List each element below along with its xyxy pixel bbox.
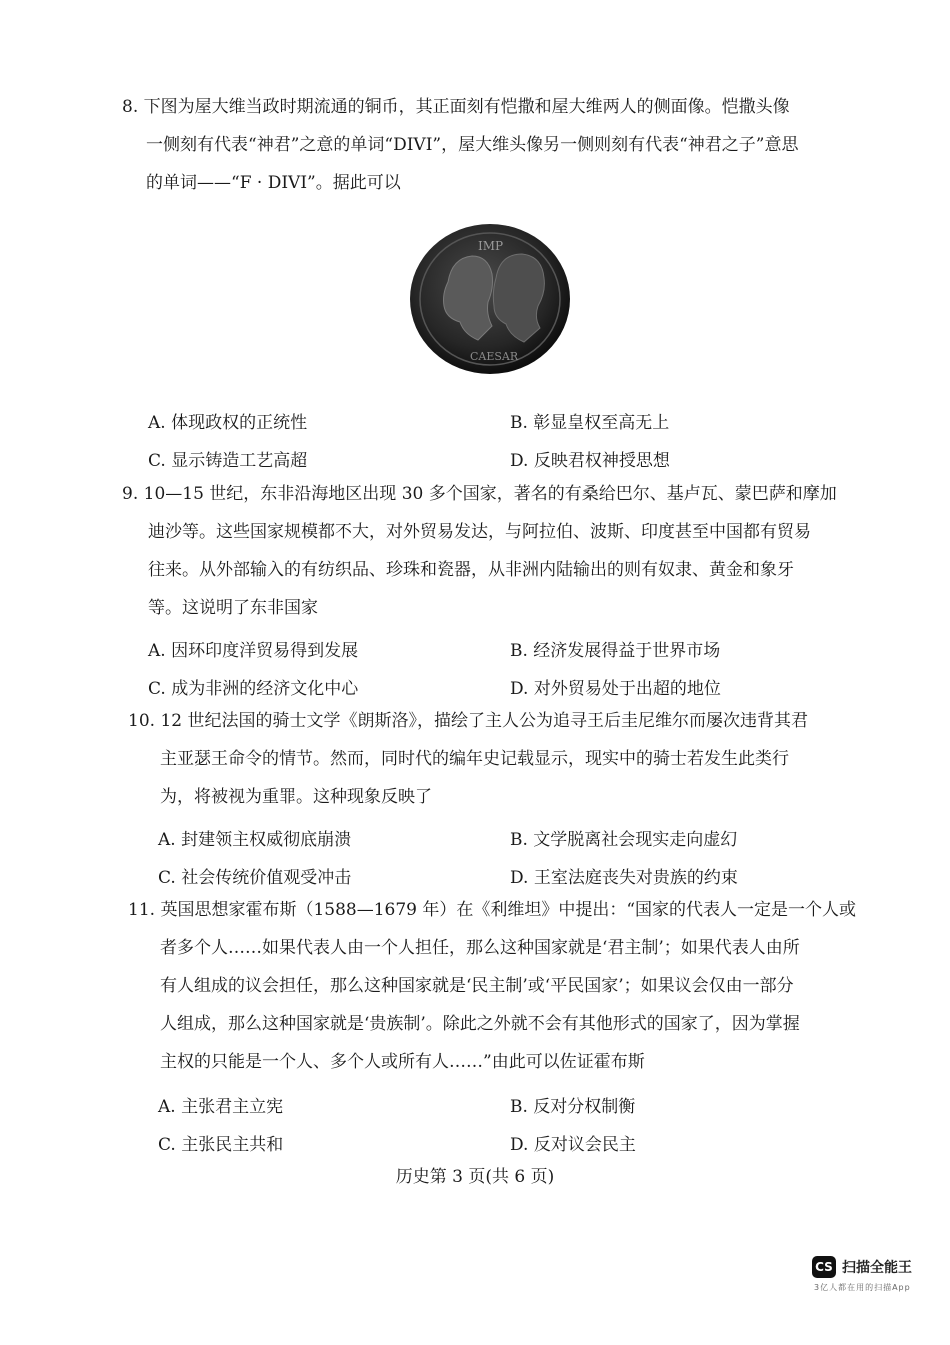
question-9-option-b[interactable]: B. 经济发展得益于世界市场 [510,641,721,661]
question-10-option-a[interactable]: A. 封建领主权威彻底崩溃 [158,830,352,850]
question-8-option-a[interactable]: A. 体现政权的正统性 [148,413,308,433]
question-10-line-2: 主亚瑟王命令的情节。然而，同时代的编年史记载显示，现实中的骑士若发生此类行 [160,749,789,769]
question-11-line-1: 11. 英国思想家霍布斯（1588—1679 年）在《利维坦》中提出：“国家的代表人一定是一个人或 [128,900,857,920]
coin-legend-bottom: CAESAR [470,350,519,363]
question-11-stem [128,891,856,1081]
scanner-app-badge [812,1256,932,1296]
question-8-option-b[interactable]: B. 彰显皇权至高无上 [510,413,670,433]
question-9-line-4: 等。这说明了东非国家 [148,598,318,618]
question-11-line-3: 有人组成的议会担任，那么这种国家就是‘民主制’或‘平民国家’；如果议会仅由一部分 [160,976,794,996]
question-11-option-d[interactable]: D. 反对议会民主 [510,1135,636,1155]
question-9-line-3: 往来。从外部输入的有纺织品、珍珠和瓷器，从非洲内陆输出的则有奴隶、黄金和象牙 [148,560,794,580]
question-9-option-a[interactable]: A. 因环印度洋贸易得到发展 [148,641,359,661]
camscanner-logo-icon: CS [812,1256,836,1278]
question-8-stem [122,88,798,202]
question-9-line-1: 9. 10—15 世纪，东非沿海地区出现 30 多个国家，著名的有桑给巴尔、基卢瓦、蒙巴萨和摩加 [122,484,837,504]
question-10-line-1: 10. 12 世纪法国的骑士文学《朗斯洛》，描绘了主人公为追寻王后圭尼维尔而屡次违背其君 [128,711,808,731]
roman-coin-image [408,222,572,376]
question-11-option-b[interactable]: B. 反对分权制衡 [510,1097,636,1117]
question-10-line-3: 为，将被视为重罪。这种现象反映了 [160,787,432,807]
question-9-option-d[interactable]: D. 对外贸易处于出超的地位 [510,679,721,699]
question-8-line-3: 的单词——“F · DIVI”。据此可以 [146,173,401,193]
question-10-option-c[interactable]: C. 社会传统价值观受冲击 [158,868,352,888]
coin-legend-top: IMP [478,239,504,253]
question-11-option-a[interactable]: A. 主张君主立宪 [158,1097,284,1117]
scanner-app-tagline: 3亿人都在用的扫描App [814,1283,911,1292]
question-10-option-d[interactable]: D. 王室法庭丧失对贵族的约束 [510,868,738,888]
question-11-line-5: 主权的只能是一个人、多个人或所有人……”由此可以佐证霍布斯 [160,1052,645,1072]
question-10-stem [128,702,808,816]
question-9-stem [122,475,837,627]
question-11-line-4: 人组成，那么这种国家就是‘贵族制’。除此之外就不会有其他形式的国家了，因为掌握 [160,1014,800,1034]
question-10-option-b[interactable]: B. 文学脱离社会现实走向虚幻 [510,830,738,850]
question-9-line-2: 迪沙等。这些国家规模都不大，对外贸易发达，与阿拉伯、波斯、印度甚至中国都有贸易 [148,522,811,542]
question-8-option-c[interactable]: C. 显示铸造工艺高超 [148,451,308,471]
question-8-option-d[interactable]: D. 反映君权神授思想 [510,451,670,471]
question-8-line-2: 一侧刻有代表“神君”之意的单词“DIVI”，屋大维头像另一侧则刻有代表“神君之子”意思 [146,135,799,155]
question-11-option-c[interactable]: C. 主张民主共和 [158,1135,284,1155]
scanner-app-name: 扫描全能王 [842,1260,912,1276]
question-9-option-c[interactable]: C. 成为非洲的经济文化中心 [148,679,359,699]
question-8-line-1: 8. 下图为屋大维当政时期流通的铜币，其正面刻有恺撒和屋大维两人的侧面像。恺撒头像 [122,97,790,117]
question-11-line-2: 者多个人……如果代表人由一个人担任，那么这种国家就是‘君主制’；如果代表人由所 [160,938,800,958]
page-footer: 历史第 3 页(共 6 页) [395,1167,555,1187]
